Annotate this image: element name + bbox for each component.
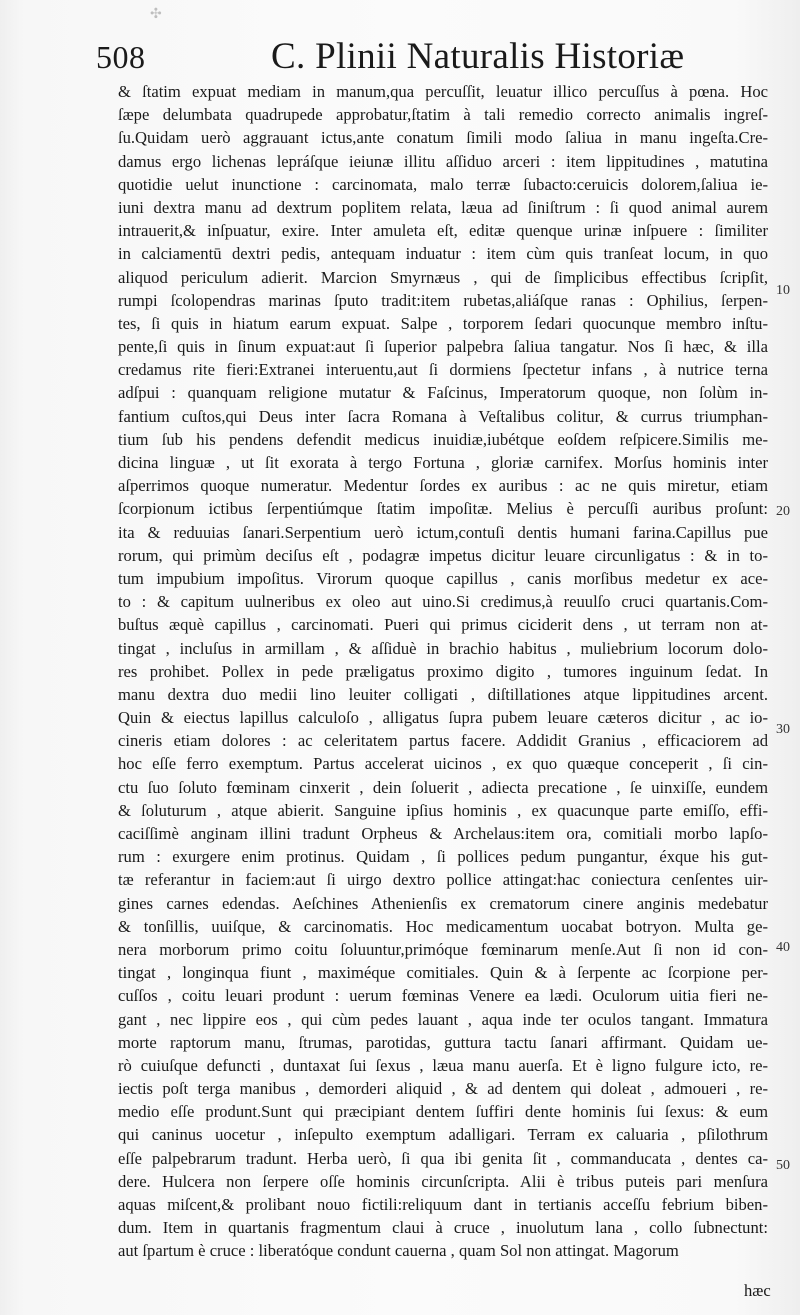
text-line: dicina linguæ , ut ſit exorata à tergo Fortuna , gloriæ carnifex. Morſus hominis inter <box>118 453 768 472</box>
catchword: hæc <box>744 1281 771 1300</box>
text-line: res prohibet. Pollex in pede præligatus proximo digito , tumores inguinum ſedat. In <box>118 661 768 681</box>
text-line: cineris etiam dolores : ac celeritatem partus facere. Addidit Granius , efficaciorem ad <box>118 731 768 751</box>
text-line: ſcorpionum ictibus ſerpentiúmque ſtatim impoſitæ. Melius è percuſſi auribus proſunt: <box>118 499 768 519</box>
text-line: in calciamentū dextri pedis, antequam induatur : item cùm quis tranſeat locum, in quo <box>118 244 768 264</box>
page-number: 508 <box>96 39 146 75</box>
text-line: ita & reduuias ſanari.Serpentium uerò ictum,contuſi dentis humani farina.Capillus pue <box>118 522 768 542</box>
text-line: & ſtatim expuat mediam in manum,qua percuſſit, leuatur illico percuſſus à pœna. Hoc <box>118 82 768 101</box>
text-line: tingat , incluſus in armillam , & aſſiduè in brachio habitus , muliebrium locorum dolo- <box>118 638 768 658</box>
text-line: tum impubium impoſitus. Virorum quoque capillus , canis morſibus medetur ex ace- <box>118 568 768 588</box>
margin-line-number: 50 <box>776 1158 790 1173</box>
margin-line-number: 30 <box>776 722 790 737</box>
text-line: quotidie uelut inunctione : carcinomata, malo terræ ſubacto:ceruicis dolorem,ſaliua ie- <box>118 174 768 194</box>
text-line: Quin & eiectus lapillus calculoſo , alligatus ſupra pubem leuare cæteros dicitur , ac io- <box>118 708 768 728</box>
text-line: qui caninus uocetur , inſepulto exemptum adalligari. Terram ex caluaria , pſilothrum <box>118 1125 768 1145</box>
text-line: rorum, qui primùm deciſus eſt , podagræ impetus dicitur leuare circunligatus : & in to- <box>118 545 768 565</box>
text-line: dum. Item in quartanis fragmentum claui à cruce , inuolutum lana , collo ſubnectunt: <box>118 1218 768 1238</box>
text-line: ſæpe delumbata quadrupede approbatur,ſtatim à tali remedio correcto animalis ingreſ- <box>118 105 768 125</box>
text-line: medio eſſe produnt.Sunt qui præcipiant dentem ſuffiri dente hominis ſui ſexus: & eum <box>118 1102 768 1122</box>
text-line: pente,ſi quis in ſinum expuat:aut ſi ſuperior palpebra ſaliua tangatur. Nos ſi hæc, & illa <box>118 337 768 357</box>
text-line: tes, ſi quis in hiatum earum expuat. Salpe , torporem ſedari quocunque membro inſtu- <box>118 313 768 333</box>
text-line: gant , nec lippire eos , qui cùm pedes lauant , aqua inde ter oculos tangant. Immatura <box>118 1009 768 1029</box>
text-line: damus ergo lichenas lepráſque ieiunæ illitu aſſiduo arceri : item lippitudines , matutina <box>118 151 768 171</box>
text-line: dere. Hulcera non ſerpere oſſe hominis circunſcripta. Alii è tribus puteis pari menſura <box>118 1171 768 1191</box>
text-line: iectis poſt terga manibus , demorderi aliquid , & ad dentem qui doleat , admoueri , re- <box>118 1079 768 1099</box>
page-header <box>96 32 736 82</box>
text-line: intrauerit,& inſpuatur, exire. Inter amuleta eſt, editæ quenque urinæ inſpuere : ſimiliter <box>118 221 768 241</box>
text-line: nera morborum primo coitu ſoluuntur,primóque fœminarum menſe.Aut ſi non id con- <box>118 939 768 959</box>
text-line: aut ſpartum è cruce : liberatóque condunt cauerna , quam Sol non attingat. Magorum <box>118 1241 679 1261</box>
text-line: buſtus æquè capillus , carcinomati. Pueri qui primus ciciderit dens , ut terram non at- <box>118 615 768 635</box>
text-line: cuſſos , coitu leuari produnt : uerum fœminas Venere ea lædi. Oculorum uitia fieri ne- <box>118 986 768 1006</box>
text-line: tingat , longinqua fiunt , maximéque comitiales. Quin & à ſerpente ac ſcorpione per- <box>118 963 768 983</box>
text-line: & tonſillis, uuiſque, & carcinomatis. Hoc medicamentum uocabat botryon. Multa ge- <box>118 916 768 936</box>
main-text-block <box>118 80 768 1263</box>
margin-line-number: 40 <box>776 940 790 955</box>
text-line: & ſoluturum , atque abierit. Sanguine ipſius hominis , ex quacunque parte emiſſo, effi- <box>118 800 768 820</box>
text-line: rò cuiuſque defuncti , duntaxat ſui ſexus , læua manu auerſa. Et è ligno fulgure icto, re- <box>118 1055 768 1075</box>
text-line: morte raptorum manu, ſtrumas, parotidas, guttura tactu ſanari affirmant. Quidam ue- <box>118 1032 768 1052</box>
ornament-icon: ✣ <box>150 7 163 22</box>
text-line: caciſſimè anginam illini tradunt Orpheus & Archelaus:item ora, comitiali morbo lapſo- <box>118 824 768 843</box>
text-line: ctu ſuo ſoluto fœminam cinxerit , dein ſoluerit , adiecta precatione , ſe uinxiſſe, eundem <box>118 777 768 797</box>
text-line: rumpi ſcolopendras marinas ſputo tradit:item rubetas,aliáſque ranas : Ophilius, ſerpen- <box>118 290 768 310</box>
text-line: adſpui : quanquam religione mutatur & Faſcinus, Imperatorum quoque, non ſolùm in- <box>118 383 768 403</box>
running-title: C. Plinii Naturalis Historiæ <box>271 36 685 77</box>
text-line: aquas miſcent,& prolibant nouo fictili:reliquum dant in tertianis acceſſu febrium biben- <box>118 1195 768 1214</box>
text-line: manu dextra duo medii lino leuiter colligati , diſtillationes atque lippitudines arcent. <box>118 684 768 704</box>
margin-line-number: 20 <box>776 504 790 519</box>
text-line: eſſe palpebrarum tradunt. Herba uerò, ſi qua ibi genita ſit , commanducata , dentes ca- <box>118 1148 768 1168</box>
text-line: hoc eſſe ferro exemptum. Partus accelerat uicinos , ex quo quæque conceperit , ſi cin- <box>118 754 768 774</box>
text-line: ſu.Quidam uerò aggrauant ictus,ante conatum ſimili modo ſaliua in manu ingeſta.Cre- <box>118 128 768 148</box>
text-line: gines carnes edendas. Aeſchines Athenienſis ex crematorum cinere anginis medebatur <box>118 893 768 913</box>
text-line: tæ referantur in faciem:aut ſi uirgo dextro pollice attingat:hac coniectura cenſentes uir- <box>118 870 768 890</box>
text-line: credamus rite fieri:Extranei interuentu,aut ſi dormiens ſpectetur infans , à nutrice terna <box>118 360 768 380</box>
text-line: iuni dextra manu ad dextrum poplitem relata, læua ad ſiniſtrum : ſi quod animal aurem <box>118 197 768 217</box>
text-line: aſperrimos quoque numeratur. Medentur ſordes ex auribus : ac ne quis miretur, etiam <box>118 476 768 496</box>
text-line: fantium cuſtos,qui Deus inter ſacra Romana à Veſtalibus colitur, & currus triumphan- <box>118 406 768 426</box>
text-line: rum : exurgere enim protinus. Quidam , ſi pollices pedum pungantur, éxque his gut- <box>118 847 768 867</box>
text-line: tium ſub his pendens defendit medicus inuidiæ,iubétque eoſdem reſpicere.Similis me- <box>118 429 768 449</box>
margin-line-number: 10 <box>776 283 790 298</box>
text-line: aliquod periculum adierit. Marcion Smyrnæus , qui de ſimplicibus effectibus ſcripſit, <box>118 267 768 287</box>
text-line: to : & capitum uulneribus ex oleo aut uino.Si credimus,à reuulſo cruci quartanis.Com- <box>118 592 768 612</box>
